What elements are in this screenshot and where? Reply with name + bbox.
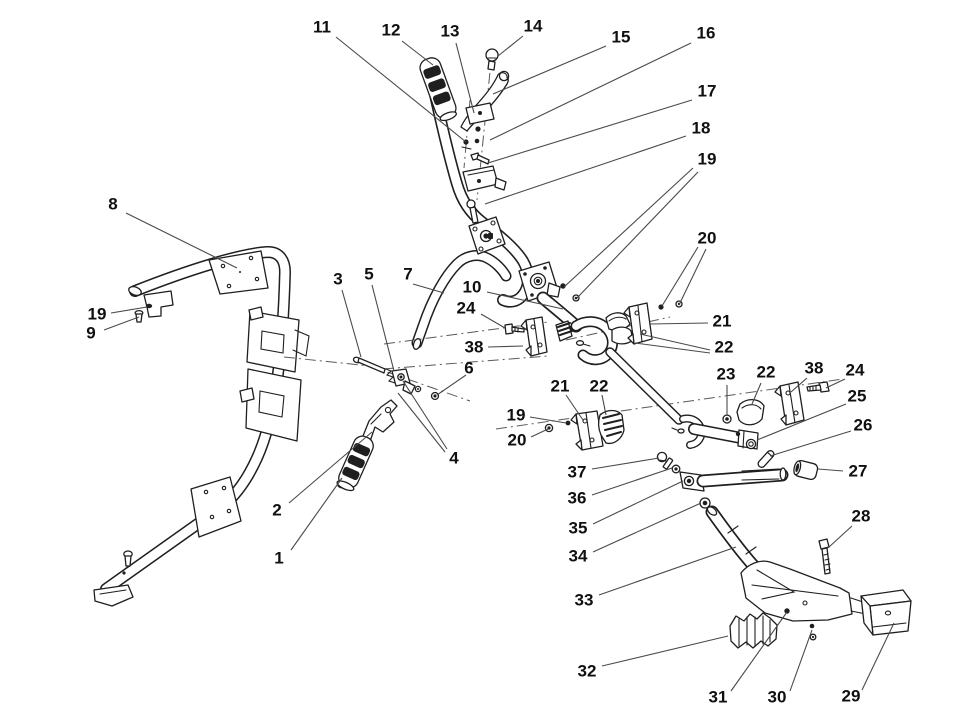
- callout-32: 32: [577, 661, 597, 681]
- washer-25: [746, 439, 755, 448]
- rack-plate-upper: [247, 311, 299, 372]
- bolt-28: [819, 539, 829, 549]
- callout-29: 29: [841, 686, 861, 706]
- fastener-30: [810, 624, 815, 629]
- callout-2: 2: [272, 500, 282, 520]
- callout-37: 37: [567, 462, 587, 482]
- callout-7: 7: [403, 264, 413, 284]
- callout-12: 12: [381, 20, 401, 40]
- callout-5: 5: [364, 264, 374, 284]
- callout-9: 9: [86, 323, 96, 343]
- callout-3: 3: [333, 269, 343, 289]
- callout-35: 35: [568, 518, 588, 538]
- callout-27: 27: [848, 461, 868, 481]
- callout-21: 21: [712, 311, 732, 331]
- callout-38: 38: [464, 337, 484, 357]
- callout-24: 24: [845, 360, 865, 380]
- bolt-14: [486, 49, 498, 61]
- callout-6: 6: [464, 358, 474, 378]
- callout-20: 20: [507, 430, 527, 450]
- callout-38: 38: [804, 358, 824, 378]
- callout-28: 28: [851, 506, 871, 526]
- callout-19: 19: [506, 405, 526, 425]
- callout-19: 19: [87, 304, 107, 324]
- callout-25: 25: [847, 386, 867, 406]
- callout-22: 22: [756, 362, 776, 382]
- callout-26: 26: [853, 415, 873, 435]
- callout-33: 33: [574, 590, 594, 610]
- nut-19b: [566, 421, 571, 426]
- callout-34: 34: [568, 546, 588, 566]
- callout-4: 4: [449, 448, 459, 468]
- callout-15: 15: [611, 27, 631, 47]
- part-skid-box-29: [861, 590, 911, 635]
- callout-22: 22: [589, 376, 609, 396]
- callout-19: 19: [697, 149, 717, 169]
- callout-14: 14: [523, 16, 543, 36]
- callout-31: 31: [708, 687, 728, 707]
- callout-20: 20: [697, 228, 717, 248]
- part-ribbed-block-32: [730, 613, 777, 648]
- callout-13: 13: [440, 21, 460, 41]
- callout-36: 36: [567, 488, 587, 508]
- callout-11: 11: [313, 17, 331, 37]
- callout-30: 30: [767, 687, 787, 707]
- rack-plate-lower: [246, 369, 301, 441]
- callout-22: 22: [714, 337, 734, 357]
- callout-16: 16: [696, 23, 716, 43]
- clamp-22c: [737, 400, 764, 425]
- callout-17: 17: [697, 81, 717, 101]
- callout-10: 10: [462, 277, 482, 297]
- callout-8: 8: [108, 194, 118, 214]
- callout-24: 24: [456, 298, 476, 318]
- callout-21: 21: [550, 376, 570, 396]
- callout-23: 23: [716, 364, 736, 384]
- callout-1: 1: [274, 548, 284, 568]
- callout-18: 18: [691, 118, 711, 138]
